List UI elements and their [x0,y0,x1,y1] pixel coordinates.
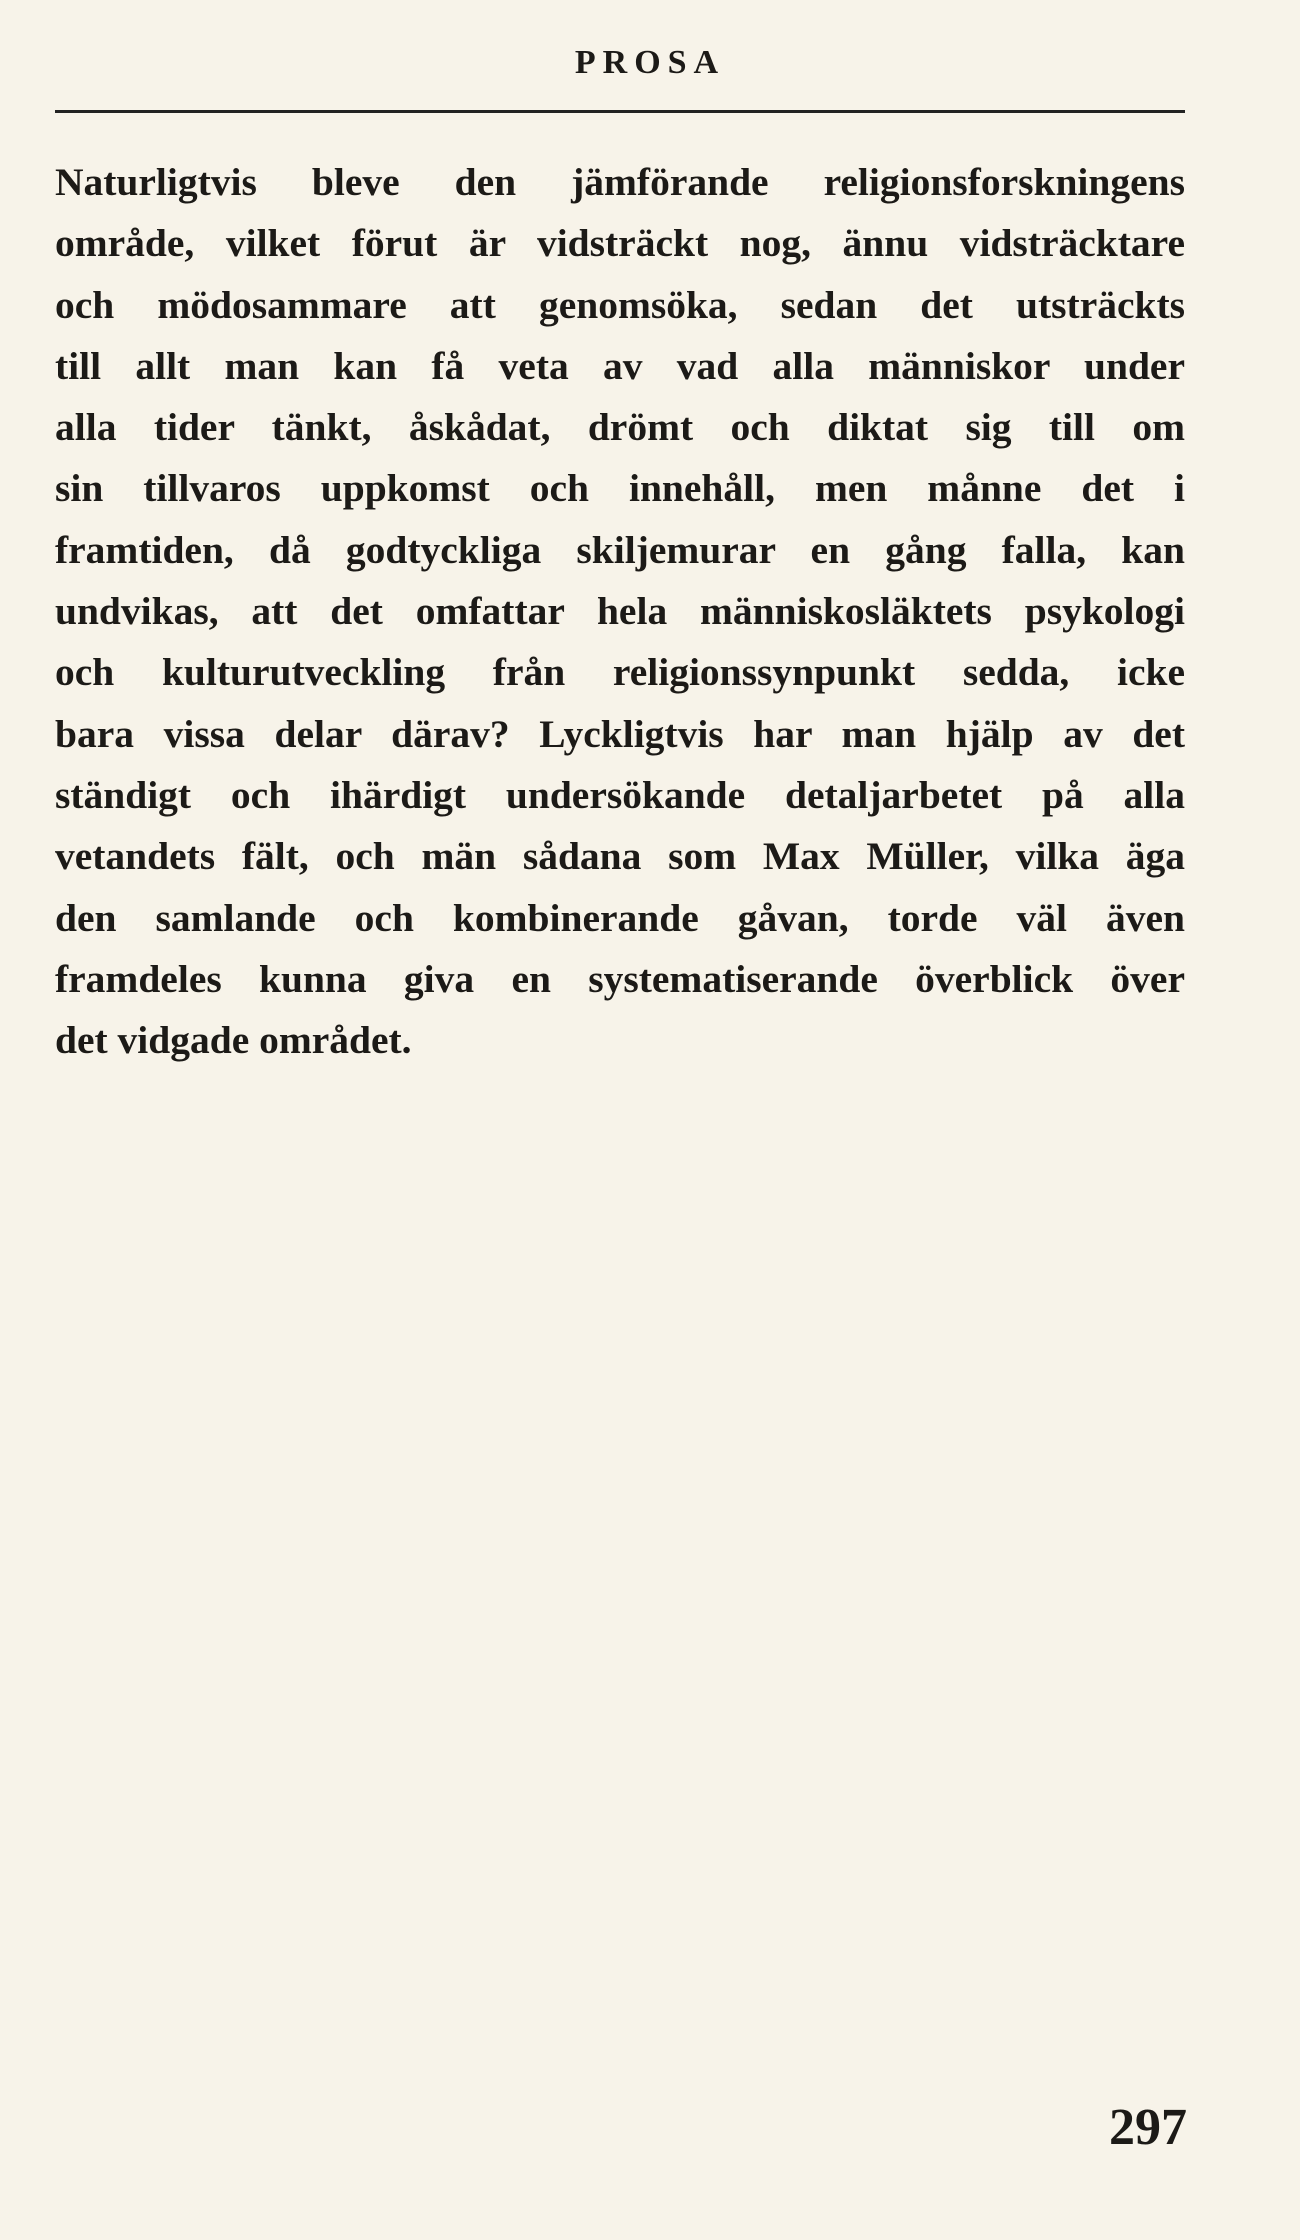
text-line: alla tider tänkt, åskådat, drömt och diktat sig till om [55,405,1185,450]
running-title: PROSA [574,44,726,81]
text-line: ständigt och ihärdigt undersökande detaljarbetet på alla [55,772,1185,817]
text-line: sin tillvaros uppkomst och innehåll, men månne det i [55,466,1185,511]
text-line: den samlande och kombinerande gåvan, torde väl även [55,895,1185,940]
text-line: område, vilket förut är vidsträckt nog, ännu vidsträcktare [55,221,1185,266]
text-line: och mödosammare att genomsöka, sedan det utsträckts [55,282,1185,327]
body-paragraph [55,152,1185,1071]
text-line: det vidgade området. [55,1018,412,1063]
text-line: vetandets fält, och män sådana som Max Müller, vilka äga [55,834,1185,879]
text-line: bara vissa delar därav? Lyckligtvis har man hjälp av det [55,711,1185,756]
text-line: undvikas, att det omfattar hela människosläktets psykologi [55,589,1185,634]
text-line: framdeles kunna giva en systematiserande överblick över [55,956,1185,1001]
text-line: till allt man kan få veta av vad alla människor under [55,343,1185,388]
text-line: och kulturutveckling från religionssynpunkt sedda, icke [55,650,1185,695]
text-line: Naturligtvis bleve den jämförande religionsforskningens [55,160,1185,204]
text-line: framtiden, då godtyckliga skiljemurar en gång falla, kan [55,527,1185,572]
header-rule [55,110,1185,113]
page-number: 297 [1109,2099,1187,2156]
